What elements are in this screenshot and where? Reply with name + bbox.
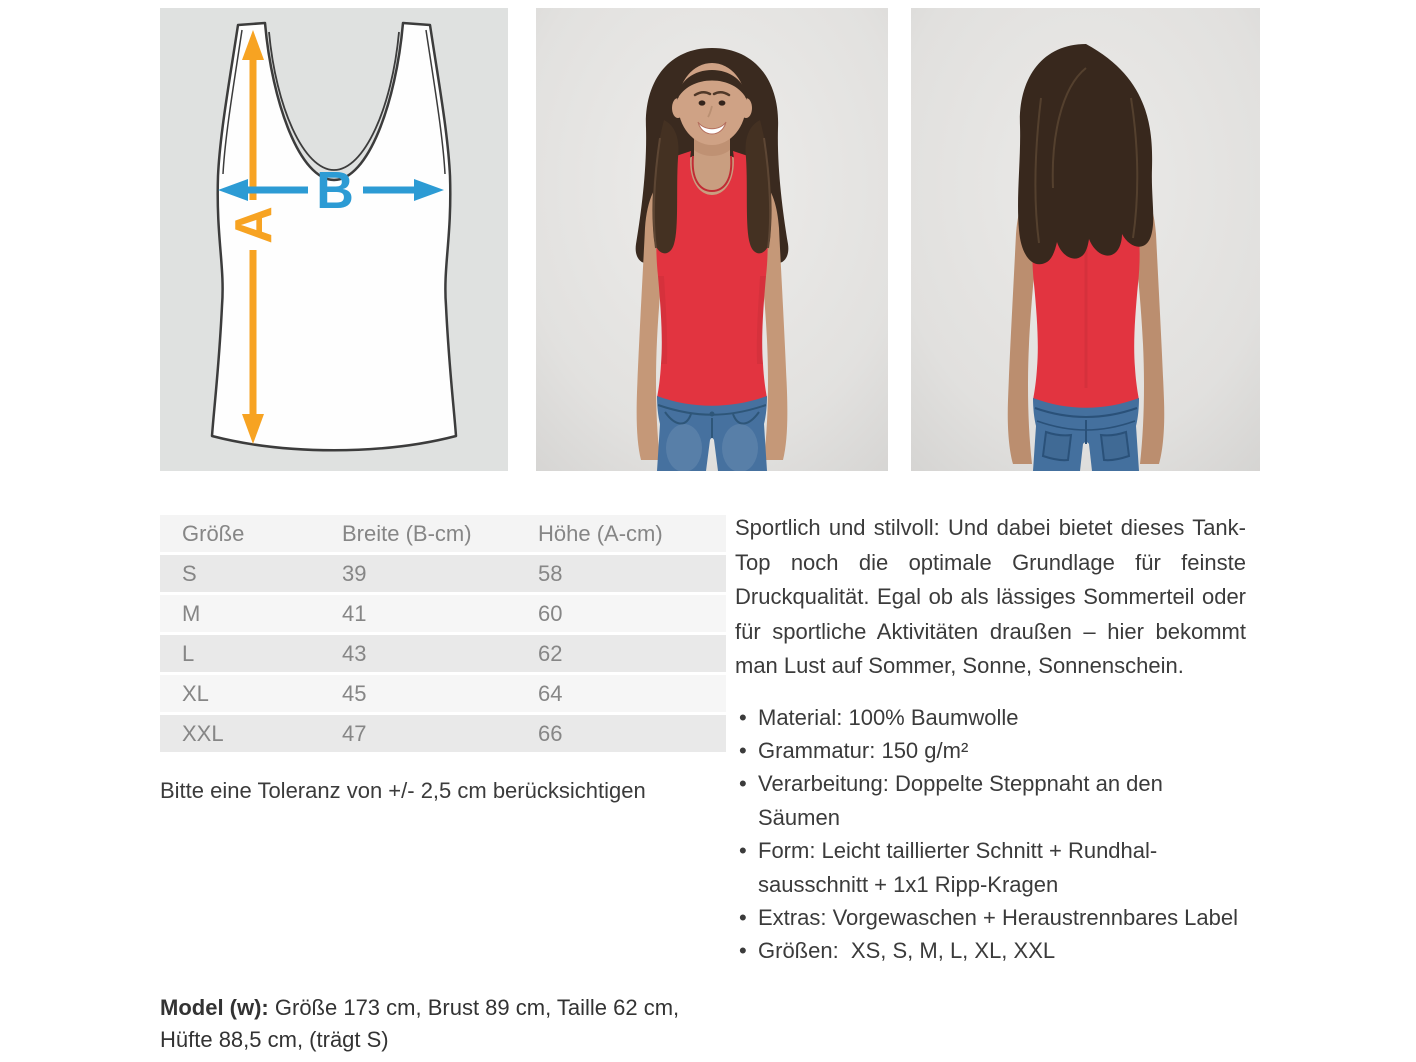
cell-breite: 47 (342, 715, 538, 752)
cell-breite: 41 (342, 595, 538, 632)
size-table (160, 512, 726, 755)
size-diagram-image[interactable] (160, 8, 508, 471)
product-info-column (735, 511, 1246, 968)
model-measurements-details: Größe 173 cm, Brust 89 cm, Taille 62 cm, Hüfte 88,5 cm, (trägt S) (160, 995, 680, 1052)
feature-material: • Material: 100% Baumwolle (735, 701, 1246, 734)
cell-hoehe: 60 (538, 595, 726, 632)
cell-size: L (160, 635, 342, 672)
column-header-hoehe: Höhe (A-cm) (538, 515, 726, 552)
cell-size: XXL (160, 715, 342, 752)
cell-size: XL (160, 675, 342, 712)
cell-size: S (160, 555, 342, 592)
label-b: B (316, 162, 354, 220)
feature-extras: • Extras: Vorgewaschen + Heraustrennbares Label (735, 901, 1246, 934)
model-photo-front[interactable] (536, 8, 888, 471)
column-header-breite: Breite (B-cm) (342, 515, 538, 552)
cell-breite: 45 (342, 675, 538, 712)
tolerance-note: Bitte eine Toleranz von +/- 2,5 cm berücksichtigen (160, 778, 646, 803)
cell-hoehe: 62 (538, 635, 726, 672)
table-row (160, 635, 726, 672)
label-a: A (225, 206, 283, 244)
feature-verarbeitung: • Verarbeitung: Doppelte Steppnaht an den Säumen (735, 767, 1246, 834)
model-measurements (160, 992, 712, 1056)
table-row (160, 715, 726, 752)
model-photo-back[interactable] (911, 8, 1260, 471)
cell-hoehe: 58 (538, 555, 726, 592)
product-description: Sportlich und stilvoll: Und dabei bietet dieses Tank-Top noch die optimale Grundlage für feinste Druckqualität. Egal ob als lässiges Sommerteil oder für sportliche Aktivitäten draußen – hier bekommt man Lust auf Sommer, Sonne, Sonnenschein. (735, 515, 1246, 678)
table-row (160, 675, 726, 712)
table-row (160, 595, 726, 632)
feature-groessen: • Größen: XS, S, M, L, XL, XXL (735, 934, 1246, 967)
model-front-figure (636, 48, 789, 471)
feature-grammatur: • Grammatur: 150 g/m² (735, 734, 1246, 767)
cell-breite: 39 (342, 555, 538, 592)
feature-list (735, 701, 1246, 968)
table-row (160, 555, 726, 592)
feature-form: • Form: Leicht taillierter Schnitt + Rundhalsausschnitt + 1x1 Ripp-Kragen (735, 834, 1246, 901)
cell-size: M (160, 595, 342, 632)
size-table-header-row (160, 515, 726, 552)
cell-breite: 43 (342, 635, 538, 672)
column-header-groesse: Größe (160, 515, 342, 552)
cell-hoehe: 66 (538, 715, 726, 752)
cell-hoehe: 64 (538, 675, 726, 712)
model-measurements-label: Model (w): (160, 995, 269, 1020)
